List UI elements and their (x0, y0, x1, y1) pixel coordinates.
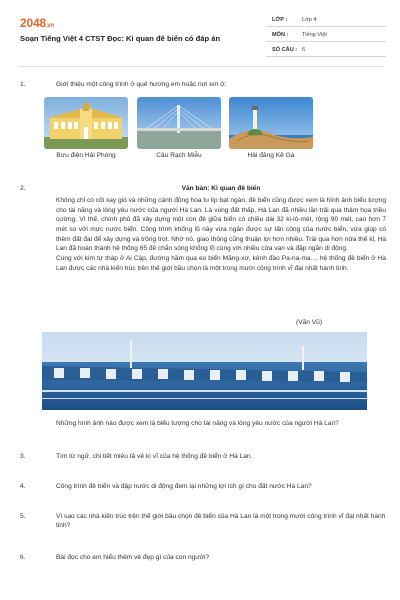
passage-author: (Văn Vũ) (296, 319, 323, 326)
document-title: Soạn Tiếng Việt 4 CTST Đọc: Kì quan đê biển có đáp án (20, 34, 221, 43)
caption-bridge: Cầu Rạch Miễu (156, 152, 202, 159)
bridge-image (137, 97, 221, 149)
site-logo[interactable]: 2048.vn (20, 16, 54, 30)
passage-title: Văn bản: Kì quan đê biển (181, 185, 261, 192)
passage-paragraph-2: Cùng với kim tự tháp ở Ai Cập, đường hầm qua eo biển Măng-xơ, kênh đào Pa-na-ma..., hệ thống đê biển ở Hà Lan được các nhà kiến trúc trên thế giới bầu chọn là một trong mười công trình vĩ đại nhất hành tinh. (56, 255, 386, 272)
header-divider (18, 66, 384, 67)
info-row-class: LỚP : Lớp 4 (266, 12, 386, 27)
question-2-sub: Những hình ảnh nào được xem là biểu tượng cho tài năng và lòng yêu nước của người Hà Lan? (56, 420, 339, 427)
info-row-subject: MÔN : Tiếng Việt (266, 27, 386, 42)
header (18, 12, 384, 62)
post-office-image (44, 97, 128, 149)
passage-text (56, 196, 386, 274)
info-row-question-count: SỐ CÂU : 6 (266, 42, 386, 57)
caption-lighthouse: Hải đăng Kê Gà (247, 152, 295, 159)
worksheet-page: 2048.vn Soạn Tiếng Việt 4 CTST Đọc: Kì quan đê biển có đáp án LỚP : Lớp 4 MÔN : Tiếng Việt SỐ CÂU : 6 1. Giới thiệu một công trình ở quê hương em hoặc nơi em ở. Bưu điện Hải Phòng Cầu Rạch Miễu Hải đăng Kê Gà 2. Văn bản: Kì quan đê biển Không chỉ có cối xay gió và những cánh đồng hoa tu líp bạt ngàn, đê biển cũng được xem là hình ảnh biểu tượng cho tài năng và lòng yêu nước của người Hà Lan. Là vùng đất thấp, Hà Lan đã nhiều lần trải qua thảm họa triều cường. Vì thế, chính phủ đã xây dựng một con đê giữa biển có chiều dài 32 ki-lô-mét, rộng 90 mét, cao hơn 7 mét so với mực nước biển. Công trình khổng lồ này vừa ngăn được sự tấn công của nước biển, vừa giúp có thêm đất đai để xây dựng và trồng trọt. Nhờ nó, giao thông cũng thuận lợi hơn nhiều. Trải qua hơn nửa thế kỉ, Hà Lan đã hoàn thành hệ thống 65 đê chắn sóng khổng lồ cùng với nhiều cửa van và đập ngăn di động. Cùng với kim tự tháp ở Ai Cập, đường hầm qua eo biển Măng-xơ, kênh đào Pa-na-ma..., hệ thống đê biển ở Hà Lan được các nhà kiến trúc trên thế giới bầu chọn là một trong mười công trình vĩ đại nhất hành tinh. (Văn Vũ) Những hình ảnh nào được xem là biểu tượng cho tài năng và lòng yêu nước của người Hà Lan? 3. Tìm từ ngữ, chi tiết miêu tả vẻ kì vĩ của hệ thống đê biển ở Hà Lan. 4. Công trình đê biển và đập nước di động đem lại những lợi ích gì cho đất nước Hà Lan? 5. Vì sao các nhà kiến trúc trên thế giới bầu chọn đê biển của Hà Lan là một trong mười công trình vĩ đại nhất hành tinh? 6. Bài đọc cho em hiểu thêm vẻ đẹp gì của con người? (0, 0, 400, 600)
dam-image (42, 332, 367, 410)
lighthouse-image (229, 97, 313, 149)
caption-post-office: Bưu điện Hải Phòng (56, 152, 116, 159)
info-box (266, 12, 386, 57)
passage-paragraph-1: Không chỉ có cối xay gió và những cánh đồng hoa tu líp bạt ngàn, đê biển cũng được xem là hình ảnh biểu tượng cho tài năng và lòng yêu nước của người Hà Lan. Là vùng đất thấp, Hà Lan đã nhiều lần trải qua thảm họa triều cường. Vì thế, chính phủ đã xây dựng một con đê giữa biển có chiều dài 32 ki-lô-mét, rộng 90 mét, cao hơn 7 mét so với mực nước biển. Công trình khổng lồ này vừa ngăn được sự tấn công của nước biển, vừa giúp có thêm đất đai để xây dựng và trồng trọt. Nhờ nó, giao thông cũng thuận lợi hơn nhiều. Trải qua hơn nửa thế kỉ, Hà Lan đã hoàn thành hệ thống 65 đê chắn sóng khổng lồ cùng với nhiều cửa van và đập ngăn di động. (56, 197, 386, 253)
